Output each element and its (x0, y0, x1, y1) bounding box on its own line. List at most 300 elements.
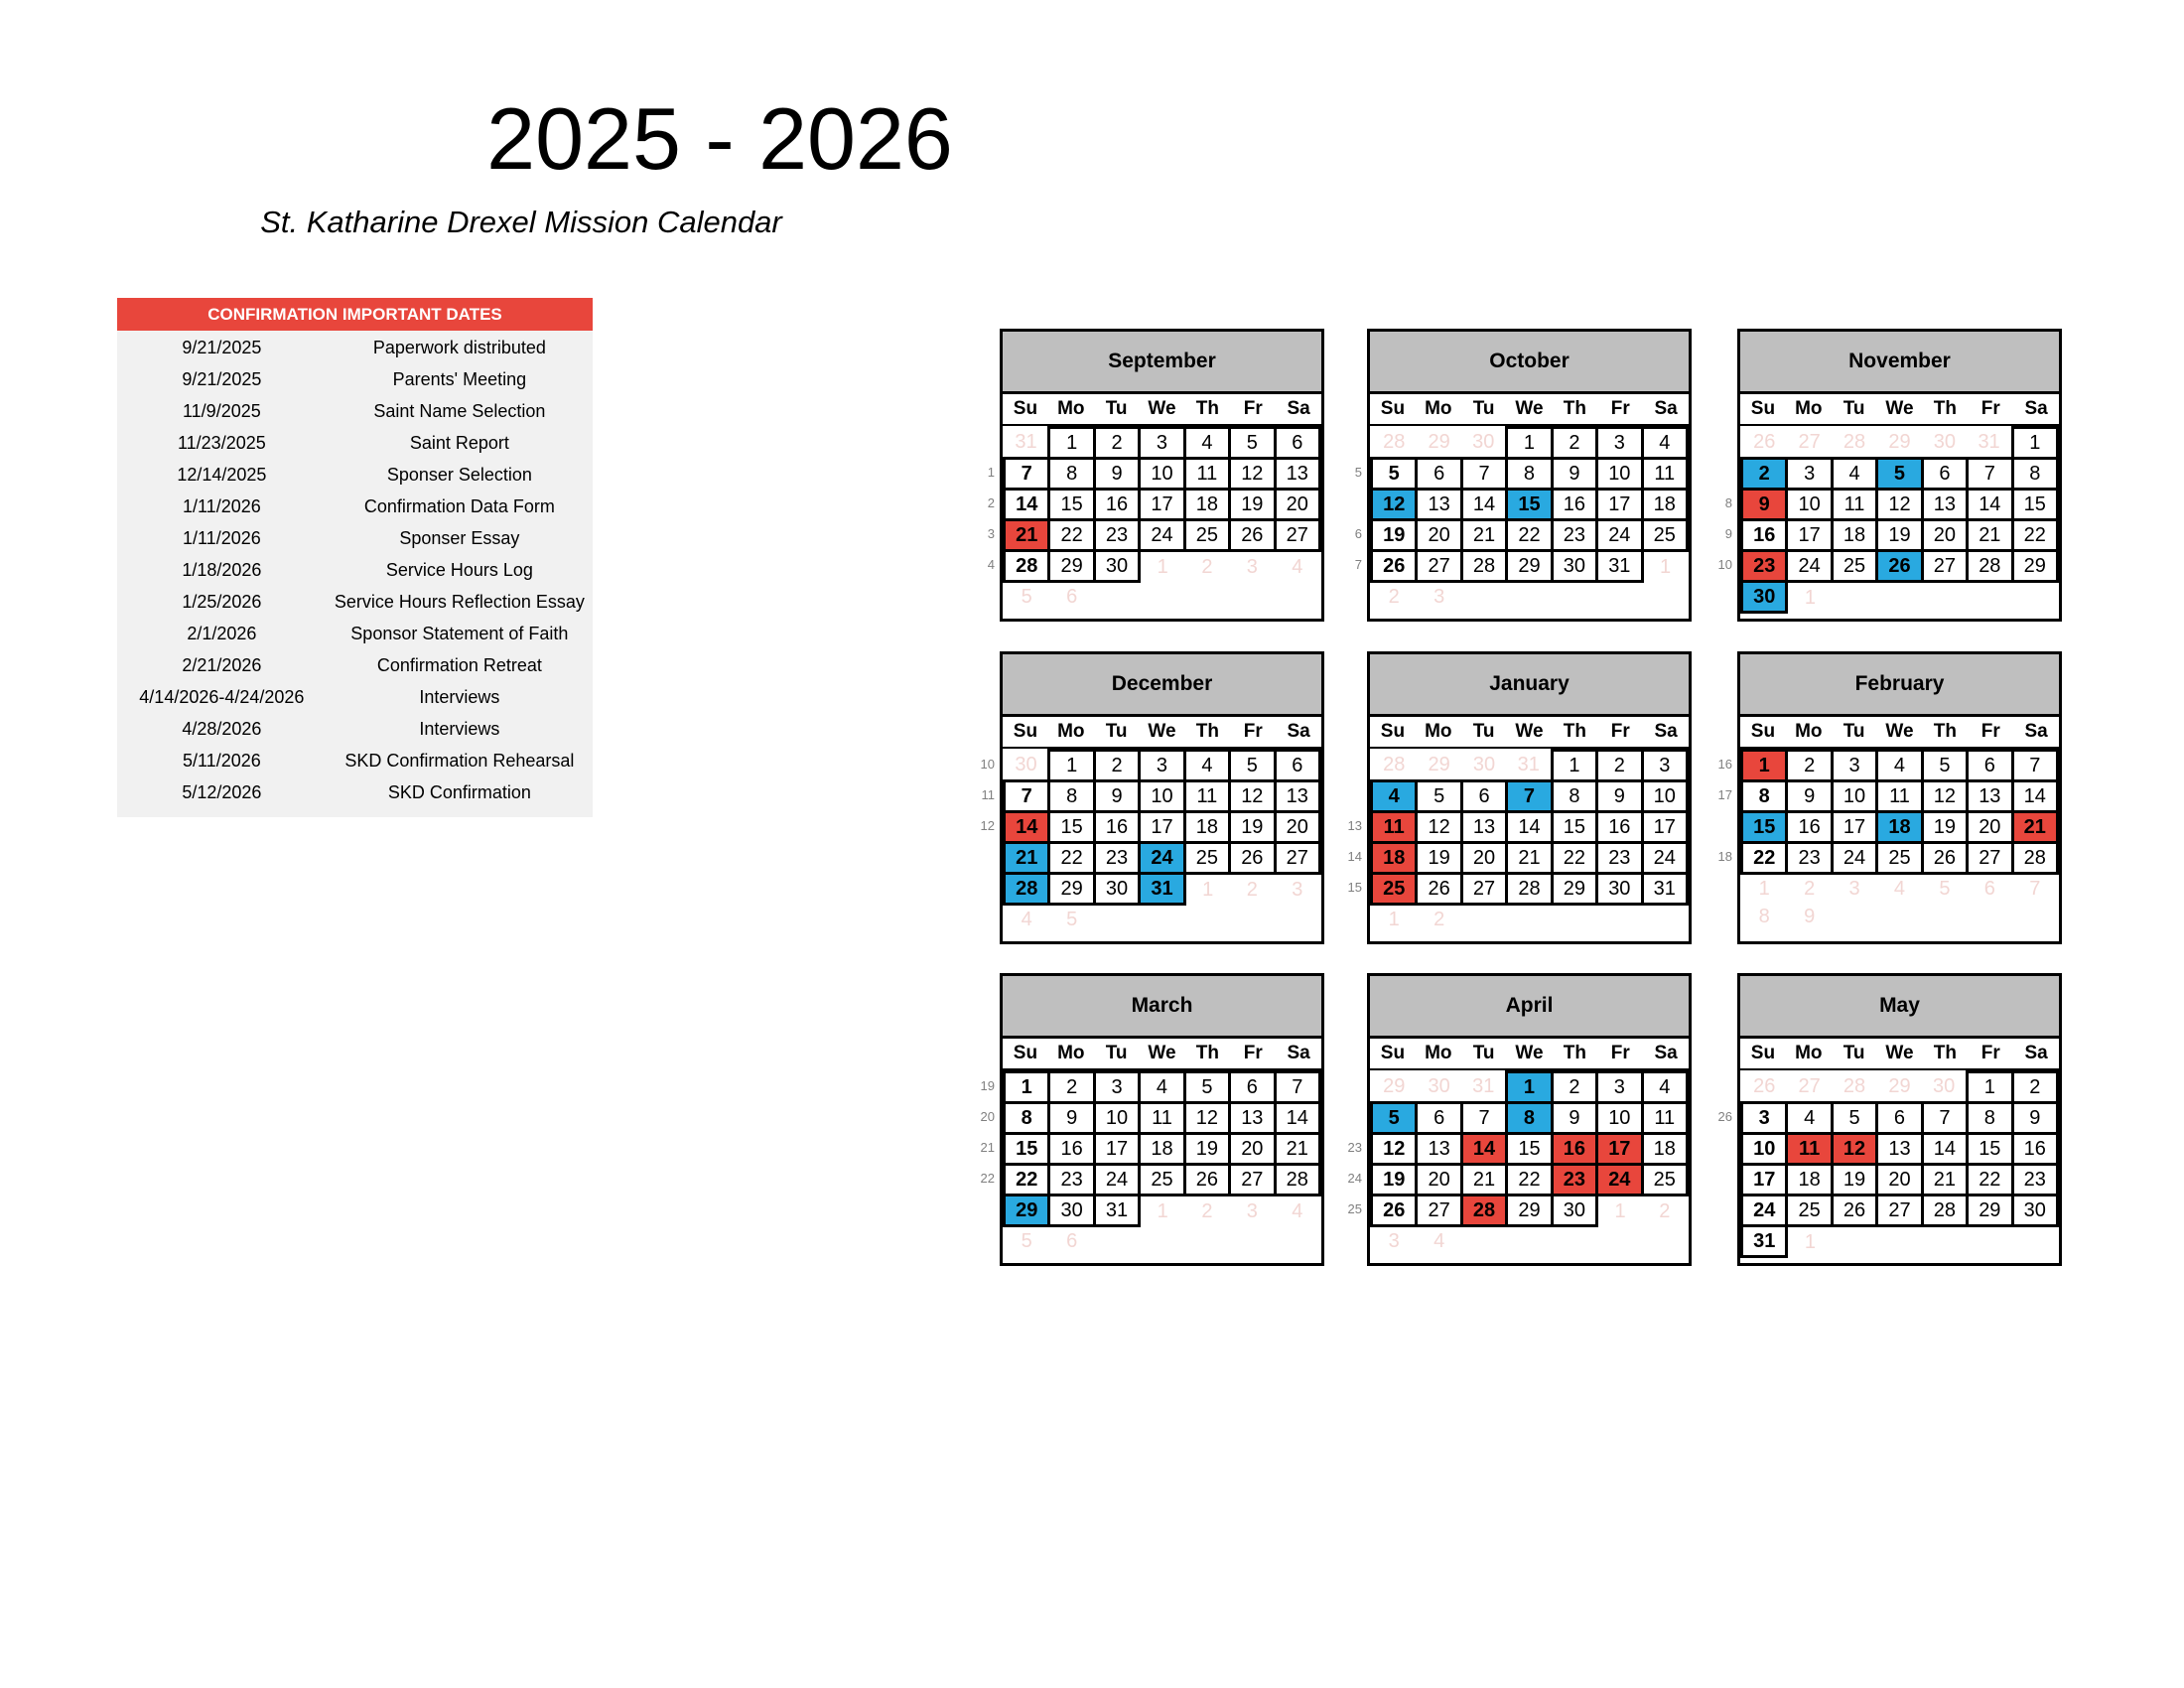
day-cell-highlight-blue: 15 (1507, 490, 1552, 520)
day-cell: 8 (2012, 459, 2057, 490)
day-cell: 3 (1597, 428, 1642, 459)
day-cell: 7 (2012, 751, 2057, 781)
day-cell-empty (1461, 582, 1506, 612)
day-cell: 20 (1922, 520, 1967, 551)
week-row (1372, 874, 1688, 905)
day-cell-ghost: 31 (1978, 431, 2000, 454)
week-row (1372, 843, 1688, 874)
day-name: Tu (1843, 1043, 1865, 1063)
day-cell-empty (1094, 582, 1139, 612)
week-row (1372, 490, 1688, 520)
day-cell-ghost: 1 (1659, 555, 1672, 578)
day-cell-highlight-red: 9 (1742, 490, 1787, 520)
day-cell: 30 (1552, 551, 1596, 582)
day-cell-highlight-blue: 30 (1742, 582, 1787, 613)
month-september (987, 329, 1324, 622)
day-cell: 17 (1140, 490, 1184, 520)
day-name: We (1515, 398, 1544, 419)
day-cell: 10 (1832, 781, 1876, 812)
day-name: Fr (1610, 721, 1630, 742)
event-date: 9/21/2025 (182, 338, 262, 357)
day-cell: 18 (1184, 490, 1229, 520)
week-row (1742, 812, 2058, 843)
day-name: Th (1933, 721, 1957, 742)
day-cell-sunday: 26 (1372, 551, 1417, 582)
week-number: 14 (1347, 849, 1362, 864)
day-cell-ghost: 2 (1201, 555, 1213, 578)
day-cell: 12 (1230, 459, 1275, 490)
week-number: 12 (980, 818, 995, 833)
day-name: Su (1750, 721, 1776, 742)
day-cell-highlight-blue: 5 (1372, 1103, 1417, 1134)
day-cell-empty (1094, 905, 1139, 934)
day-cell: 29 (2012, 551, 2057, 582)
day-cell: 30 (1552, 1196, 1596, 1226)
day-cell: 22 (1552, 843, 1596, 874)
day-cell: 30 (1094, 874, 1139, 905)
day-cell-ghost: 2 (1388, 586, 1400, 608)
day-cell: 5 (1230, 751, 1275, 781)
day-cell-sunday: 8 (1742, 781, 1787, 812)
day-cell-ghost: 5 (1021, 1230, 1032, 1252)
week-number: 25 (1347, 1201, 1362, 1216)
day-cell-ghost: 30 (1472, 754, 1496, 776)
event-date: 2/1/2026 (187, 624, 257, 643)
day-cell: 4 (1642, 1072, 1687, 1103)
day-name: Th (1933, 398, 1957, 419)
week-number: 16 (1717, 757, 1732, 772)
day-cell-empty (1877, 1226, 1922, 1257)
day-cell: 4 (1184, 428, 1229, 459)
day-cell: 23 (2012, 1165, 2057, 1196)
event-label: Interviews (419, 687, 500, 707)
month-november (1717, 329, 2062, 622)
table-row (117, 459, 593, 491)
week-row (1372, 1134, 1688, 1165)
day-cell: 11 (1184, 781, 1229, 812)
week-row (1742, 459, 2058, 490)
day-cell: 6 (1877, 1103, 1922, 1134)
day-cell: 13 (1968, 781, 2012, 812)
day-cell-highlight-red: 14 (1005, 812, 1049, 843)
day-cell-empty (1275, 1226, 1319, 1256)
day-cell: 4 (1787, 1103, 1832, 1134)
day-cell-highlight-blue: 12 (1372, 490, 1417, 520)
day-cell-ghost: 1 (1758, 878, 1770, 900)
week-row (1742, 751, 2058, 781)
day-cell-ghost: 1 (1157, 555, 1168, 578)
event-date: 1/11/2026 (183, 528, 261, 548)
day-cell: 28 (1275, 1165, 1319, 1196)
day-cell: 15 (1049, 490, 1094, 520)
week-number: 10 (1717, 557, 1732, 572)
week-row (1742, 1226, 2058, 1257)
day-cell: 2 (1597, 751, 1642, 781)
month-february (1717, 651, 2062, 944)
event-label: Interviews (419, 719, 500, 739)
day-cell: 3 (1787, 459, 1832, 490)
week-row (1742, 1196, 2058, 1226)
day-cell-highlight-red: 14 (1461, 1134, 1506, 1165)
day-cell-ghost: 28 (1843, 431, 1866, 454)
day-cell: 29 (1507, 551, 1552, 582)
day-cell-highlight-blue: 7 (1507, 781, 1552, 812)
week-row (1372, 1103, 1688, 1134)
week-number: 3 (987, 526, 995, 541)
day-cell: 1 (1507, 428, 1552, 459)
day-cell: 2 (1094, 428, 1139, 459)
day-cell: 3 (1642, 751, 1687, 781)
day-cell: 21 (1461, 520, 1506, 551)
day-cell: 25 (1642, 1165, 1687, 1196)
week-row (1372, 1196, 1688, 1226)
week-row (1372, 781, 1688, 812)
event-label: Sponser Essay (399, 528, 520, 548)
month-grid (1740, 749, 2059, 930)
day-cell: 9 (1597, 781, 1642, 812)
day-cell: 6 (1968, 751, 2012, 781)
day-name: Tu (1105, 1043, 1128, 1063)
day-cell: 13 (1275, 459, 1319, 490)
week-row (1372, 428, 1688, 459)
week-row (1005, 551, 1320, 582)
event-date: 2/21/2026 (182, 655, 262, 675)
day-name: Su (1380, 721, 1406, 742)
day-cell-ghost: 6 (1983, 878, 1995, 900)
day-cell-highlight-blue: 18 (1877, 812, 1922, 843)
day-cell-highlight-red: 1 (1742, 751, 1787, 781)
week-row (1005, 582, 1320, 612)
day-name: Mo (1795, 1043, 1823, 1063)
day-cell: 10 (1597, 459, 1642, 490)
day-cell: 4 (1140, 1072, 1184, 1103)
day-cell: 20 (1461, 843, 1506, 874)
day-name: Sa (1287, 398, 1310, 419)
day-cell: 14 (1275, 1103, 1319, 1134)
day-cell: 18 (1140, 1134, 1184, 1165)
day-cell-sunday: 8 (1005, 1103, 1049, 1134)
day-cell: 26 (1184, 1165, 1229, 1196)
day-cell-empty (1642, 1226, 1687, 1256)
day-name: Su (1013, 721, 1038, 742)
day-name: Mo (1425, 721, 1452, 742)
day-cell-ghost: 5 (1066, 909, 1078, 930)
day-name: Sa (1654, 398, 1678, 419)
day-cell-ghost: 30 (1015, 754, 1037, 776)
day-cell: 2 (2012, 1072, 2057, 1103)
day-cell: 19 (1922, 812, 1967, 843)
day-cell-empty (1968, 1226, 2012, 1257)
event-label: Confirmation Data Form (363, 496, 555, 516)
day-cell-empty (1597, 582, 1642, 612)
day-cell: 4 (1832, 459, 1876, 490)
day-cell-empty (1275, 905, 1319, 934)
day-cell: 23 (1094, 843, 1139, 874)
day-cell: 1 (1968, 1072, 2012, 1103)
day-cell: 8 (1552, 781, 1596, 812)
day-cell: 20 (1417, 1165, 1461, 1196)
day-cell-empty (1922, 1226, 1967, 1257)
day-cell: 9 (1552, 459, 1596, 490)
day-name: We (1148, 721, 1176, 742)
day-cell-empty (1230, 1226, 1275, 1256)
day-cell-sunday: 19 (1372, 1165, 1417, 1196)
day-cell: 20 (1275, 812, 1319, 843)
day-cell-highlight-red: 28 (1461, 1196, 1506, 1226)
table-row (117, 395, 593, 427)
day-cell: 2 (1049, 1072, 1094, 1103)
day-cell-ghost: 1 (1804, 586, 1816, 609)
day-cell-ghost: 29 (1888, 1075, 1911, 1098)
day-cell: 14 (2012, 781, 2057, 812)
table-row (117, 554, 593, 586)
day-name: Sa (2024, 1043, 2048, 1063)
day-cell: 22 (1507, 520, 1552, 551)
day-cell: 24 (1787, 551, 1832, 582)
day-cell-ghost: 30 (1933, 1075, 1956, 1098)
week-row (1372, 1226, 1688, 1256)
day-cell: 26 (1832, 1196, 1876, 1226)
day-cell-ghost: 4 (1292, 555, 1303, 578)
day-name: Th (1195, 1043, 1219, 1063)
day-cell-ghost: 29 (1383, 1075, 1406, 1098)
event-date: 9/21/2025 (182, 369, 262, 389)
day-cell-ghost: 2 (1246, 878, 1258, 901)
day-cell: 17 (1140, 812, 1184, 843)
day-cell-sunday: 19 (1372, 520, 1417, 551)
day-name: Mo (1057, 721, 1085, 742)
day-cell: 6 (1275, 751, 1319, 781)
day-name-row (1370, 394, 1689, 426)
month-grid (1370, 749, 1689, 933)
day-cell: 10 (1787, 490, 1832, 520)
day-cell: 1 (1552, 751, 1596, 781)
day-cell: 8 (1968, 1103, 2012, 1134)
day-cell-ghost: 6 (1066, 1230, 1078, 1252)
month-grid (1003, 426, 1321, 611)
day-cell-ghost: 2 (1804, 878, 1816, 900)
day-cell-sunday: 7 (1005, 459, 1049, 490)
day-cell: 14 (1507, 812, 1552, 843)
table-row (117, 586, 593, 618)
day-cell-ghost: 28 (1843, 1075, 1866, 1098)
day-cell-ghost: 7 (2029, 878, 2041, 900)
week-number: 5 (1354, 465, 1362, 480)
week-number: 18 (1717, 849, 1732, 864)
day-cell-ghost: 4 (1021, 909, 1032, 930)
event-date: 11/23/2025 (177, 433, 266, 453)
day-cell: 9 (1049, 1103, 1094, 1134)
day-cell: 3 (1140, 751, 1184, 781)
day-cell: 5 (1230, 428, 1275, 459)
day-cell: 25 (1140, 1165, 1184, 1196)
day-cell-empty (1140, 582, 1184, 612)
day-cell: 5 (1417, 781, 1461, 812)
day-cell-ghost: 5 (1021, 586, 1032, 608)
day-cell: 1 (2012, 428, 2057, 459)
week-row (1372, 905, 1688, 934)
day-cell-ghost: 1 (1388, 909, 1400, 930)
day-cell-sunday: 31 (1742, 1226, 1787, 1257)
day-cell-sunday: 7 (1005, 781, 1049, 812)
day-cell-ghost: 31 (1015, 431, 1037, 454)
month-title: January (1370, 654, 1689, 717)
day-cell-ghost: 3 (1388, 1230, 1400, 1252)
day-cell-highlight-red: 17 (1597, 1134, 1642, 1165)
day-cell-sunday: 16 (1742, 520, 1787, 551)
day-name: Fr (1243, 721, 1263, 742)
day-cell-ghost: 3 (1848, 878, 1860, 900)
day-cell: 29 (1507, 1196, 1552, 1226)
day-cell: 19 (1230, 812, 1275, 843)
day-cell: 21 (1461, 1165, 1506, 1196)
day-cell: 12 (1230, 781, 1275, 812)
day-cell: 24 (1597, 520, 1642, 551)
week-number: 13 (1347, 818, 1362, 833)
event-label: Parents' Meeting (392, 369, 527, 389)
day-name: We (1885, 721, 1914, 742)
day-cell: 16 (1049, 1134, 1094, 1165)
week-row (1005, 905, 1320, 934)
day-cell-ghost: 30 (1428, 1075, 1450, 1098)
week-row (1372, 1072, 1688, 1103)
week-number: 26 (1717, 1109, 1732, 1124)
day-cell-empty (1507, 1226, 1552, 1256)
week-row (1005, 459, 1320, 490)
day-cell: 27 (1417, 1196, 1461, 1226)
day-cell: 12 (1877, 490, 1922, 520)
week-row (1005, 428, 1320, 459)
day-name: Tu (1472, 1043, 1495, 1063)
day-cell: 11 (1184, 459, 1229, 490)
week-number: 22 (980, 1171, 995, 1186)
week-row (1005, 843, 1320, 874)
day-cell-highlight-red: 11 (1787, 1134, 1832, 1165)
day-cell: 30 (1049, 1196, 1094, 1226)
day-cell: 25 (1787, 1196, 1832, 1226)
day-cell: 6 (1461, 781, 1506, 812)
day-cell-sunday: 14 (1005, 490, 1049, 520)
day-name: Th (1563, 721, 1586, 742)
day-cell-highlight-red: 12 (1832, 1134, 1876, 1165)
day-cell-ghost: 1 (1804, 1230, 1816, 1253)
day-name: Th (1195, 398, 1219, 419)
day-cell: 28 (1461, 551, 1506, 582)
week-row (1742, 1103, 2058, 1134)
day-cell: 10 (1140, 781, 1184, 812)
day-cell: 16 (1787, 812, 1832, 843)
week-row (1005, 490, 1320, 520)
day-cell: 11 (1642, 1103, 1687, 1134)
table-row (117, 776, 593, 808)
day-cell-sunday: 15 (1005, 1134, 1049, 1165)
event-date: 1/11/2026 (183, 496, 261, 516)
week-number: 19 (980, 1078, 995, 1093)
day-cell: 7 (1461, 459, 1506, 490)
day-cell-highlight-blue: 5 (1877, 459, 1922, 490)
important-dates-header: CONFIRMATION IMPORTANT DATES (117, 298, 593, 331)
day-name: Fr (1610, 1043, 1630, 1063)
week-row (1742, 551, 2058, 582)
month-title: February (1740, 654, 2059, 717)
day-cell-empty (1140, 905, 1184, 934)
week-row (1005, 1134, 1320, 1165)
week-row (1742, 874, 2058, 904)
day-cell-highlight-blue: 1 (1507, 1072, 1552, 1103)
table-row (117, 491, 593, 522)
month-title: May (1740, 976, 2059, 1039)
day-cell-empty (1184, 582, 1229, 612)
day-cell: 25 (1184, 843, 1229, 874)
day-name: Tu (1472, 721, 1495, 742)
day-cell: 25 (1832, 551, 1876, 582)
day-cell-empty (1642, 905, 1687, 934)
day-cell: 22 (1507, 1165, 1552, 1196)
day-cell-highlight-blue: 2 (1742, 459, 1787, 490)
event-date: 1/25/2026 (182, 592, 262, 612)
day-cell: 20 (1417, 520, 1461, 551)
event-date: 5/12/2026 (182, 782, 262, 802)
month-january (1347, 651, 1692, 944)
event-date: 12/14/2025 (177, 465, 267, 485)
event-label: Sponser Selection (386, 465, 532, 485)
day-cell: 23 (1552, 520, 1596, 551)
day-cell: 12 (1922, 781, 1967, 812)
week-row (1742, 903, 2058, 930)
day-name: Mo (1425, 398, 1452, 419)
month-grid (1370, 1070, 1689, 1255)
day-cell: 9 (1094, 781, 1139, 812)
week-number: 11 (981, 787, 995, 802)
day-cell: 6 (1275, 428, 1319, 459)
day-cell: 5 (1922, 751, 1967, 781)
day-cell-ghost: 28 (1383, 431, 1406, 454)
day-name: Tu (1105, 398, 1128, 419)
day-cell-empty (1552, 1226, 1596, 1256)
day-cell: 18 (1832, 520, 1876, 551)
day-cell-empty (1461, 1226, 1506, 1256)
day-cell: 27 (1461, 874, 1506, 905)
day-cell-sunday: 3 (1742, 1103, 1787, 1134)
day-cell: 6 (1230, 1072, 1275, 1103)
event-date: 1/18/2026 (182, 560, 262, 580)
day-name: We (1148, 398, 1176, 419)
day-cell: 12 (1184, 1103, 1229, 1134)
week-number: 1 (987, 465, 995, 480)
day-cell: 22 (1049, 843, 1094, 874)
week-row (1372, 582, 1688, 612)
day-cell-sunday: 5 (1372, 459, 1417, 490)
table-row (117, 681, 593, 713)
day-name-row (1740, 394, 2059, 426)
week-number: 8 (1724, 495, 1732, 510)
table-row (117, 363, 593, 395)
month-october (1354, 329, 1692, 622)
day-cell: 18 (1787, 1165, 1832, 1196)
month-march (980, 973, 1324, 1266)
day-cell: 28 (1922, 1196, 1967, 1226)
day-cell: 1 (1049, 428, 1094, 459)
day-cell: 2 (1787, 751, 1832, 781)
day-cell-empty (1832, 903, 1876, 930)
week-number: 21 (980, 1140, 995, 1155)
table-row (117, 522, 593, 554)
day-name: Tu (1105, 721, 1128, 742)
day-cell: 19 (1230, 490, 1275, 520)
day-cell: 29 (1049, 874, 1094, 905)
week-row (1742, 1072, 2058, 1103)
table-row (117, 649, 593, 681)
